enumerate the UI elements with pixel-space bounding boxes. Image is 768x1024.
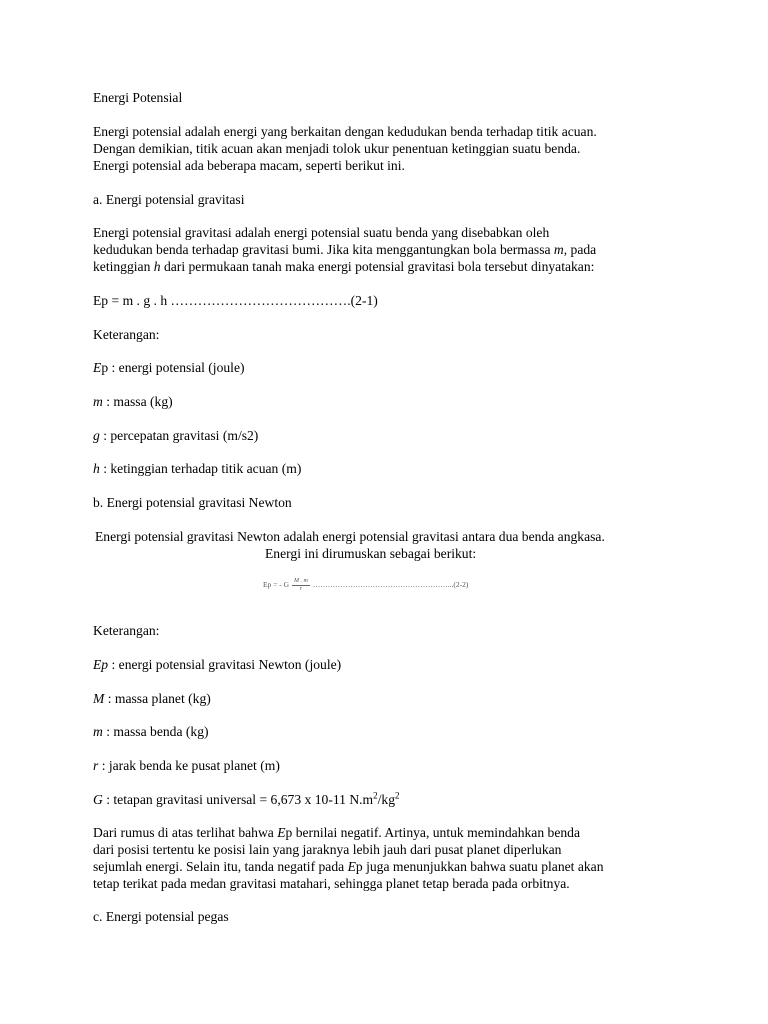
section-b-heading: b. Energi potensial gravitasi Newton	[93, 495, 292, 510]
intro-line-3: Energi potensial ada beberapa macam, seperti berikut ini.	[93, 158, 405, 173]
conclusion-line-2: dari posisi tertentu ke posisi lain yang jaraknya lebih jauh dari pusat planet diperlukan	[93, 842, 562, 857]
section-c-heading: c. Energi potensial pegas	[93, 909, 229, 924]
conclusion-line-4: tetap terikat pada medan gravitasi matahari, sehingga planet tetap berada pada orbitnya.	[93, 876, 570, 891]
section-b-keterangan: Keterangan:	[93, 623, 160, 638]
section-b-text-line-2: Energi ini dirumuskan sebagai berikut:	[265, 546, 477, 561]
formula-2-1: Ep = m . g . h ………………………………….(2-1)	[93, 293, 378, 308]
formula-2-2-image: Ep = - G $\frac{M . m}{r}$ ………………………………………………...(2-2)	[263, 578, 469, 592]
intro-line-1: Energi potensial adalah energi yang berkaitan dengan kedudukan benda terhadap titik acuan.	[93, 124, 597, 139]
conclusion-line-1: Dari rumus di atas terlihat bahwa Ep bernilai negatif. Artinya, untuk memindahkan benda	[93, 825, 580, 840]
section-b-text-line-1: Energi potensial gravitasi Newton adalah energi potensial gravitasi antara dua benda angkasa.	[95, 529, 605, 544]
symbol-h: h	[153, 259, 161, 274]
section-a-keterangan: Keterangan:	[93, 327, 160, 342]
term-h: h : ketinggian terhadap titik acuan (m)	[93, 461, 302, 476]
symbol-m: m	[553, 242, 564, 257]
section-a-text-line-2: kedudukan benda terhadap gravitasi bumi. Jika kita menggantungkan bola bermassa m, pada	[93, 242, 597, 257]
document-title: Energi Potensial	[93, 90, 183, 105]
formula-fraction: $\frac{M . m}{r}$	[293, 578, 308, 592]
section-a-text-line-3: ketinggian h dari permukaan tanah maka energi potensial gravitasi bola tersebut dinyatakan:	[93, 259, 595, 274]
term-g: g : percepatan gravitasi (m/s2)	[93, 428, 259, 443]
conclusion-line-3: sejumlah energi. Selain itu, tanda negatif pada Ep juga menunjukkan bahwa suatu planet akan	[93, 859, 604, 874]
intro-line-2: Dengan demikian, titik acuan akan menjadi tolok ukur penentuan ketinggian suatu benda.	[93, 141, 581, 156]
section-a-heading: a. Energi potensial gravitasi	[93, 192, 245, 207]
term-ep: Ep : energi potensial (joule)	[93, 360, 245, 375]
term-m: m : massa (kg)	[93, 394, 173, 409]
term-G: G : tetapan gravitasi universal = 6,673 x 10-11 $N.m^2/kg^2$	[93, 790, 400, 807]
section-a-text-line-1: Energi potensial gravitasi adalah energi potensial suatu benda yang disebabkan oleh	[93, 225, 550, 240]
term-m-benda: m : massa benda (kg)	[93, 724, 209, 739]
term-M: M : massa planet (kg)	[93, 691, 211, 706]
term-ep-newton: Ep : energi potensial gravitasi Newton (joule)	[93, 657, 342, 672]
term-r: r : jarak benda ke pusat planet (m)	[93, 758, 280, 773]
